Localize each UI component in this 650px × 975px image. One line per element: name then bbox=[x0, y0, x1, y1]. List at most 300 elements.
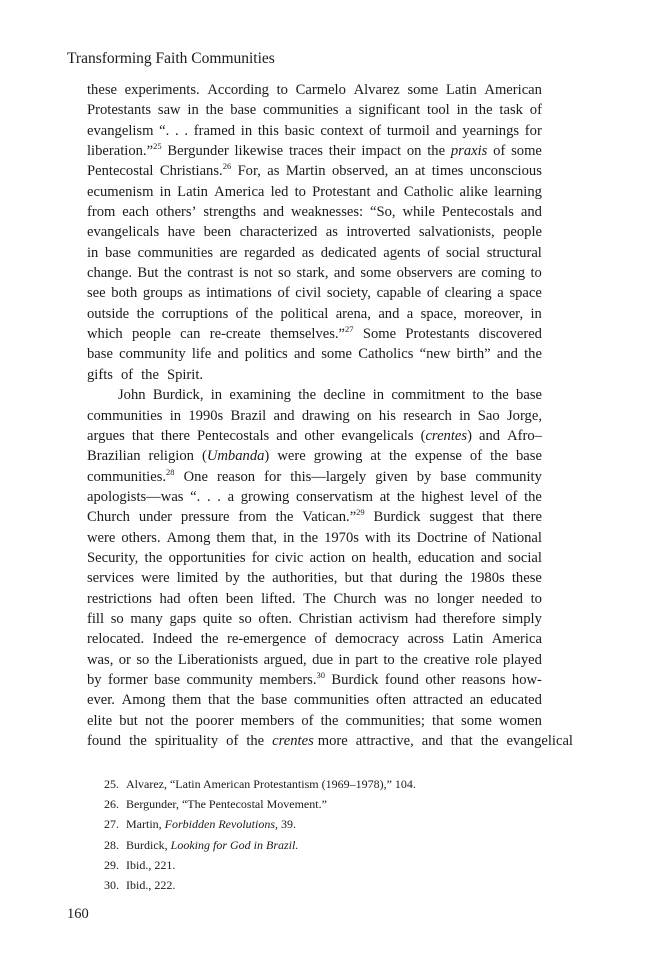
word: salvationists, bbox=[418, 224, 495, 241]
word: the bbox=[320, 712, 339, 729]
text-run: Ibid., 221. bbox=[126, 857, 176, 872]
word: of bbox=[314, 631, 327, 648]
word: to bbox=[530, 265, 542, 282]
word: which bbox=[87, 326, 123, 343]
word: the bbox=[141, 366, 159, 383]
word: community bbox=[475, 468, 542, 485]
word: part bbox=[355, 651, 378, 668]
word: “. bbox=[190, 488, 201, 505]
word: observers bbox=[396, 265, 453, 282]
word: fill bbox=[87, 610, 105, 627]
word: Martin bbox=[285, 163, 326, 180]
footnote bbox=[104, 774, 416, 794]
word: Jorge, bbox=[506, 407, 542, 424]
word: reason bbox=[217, 468, 256, 485]
word: contrast bbox=[187, 265, 234, 282]
word: from bbox=[87, 204, 116, 221]
word: so bbox=[238, 610, 252, 627]
text-line bbox=[87, 467, 542, 487]
text-line bbox=[87, 731, 573, 751]
word: capable bbox=[376, 285, 422, 302]
word: this bbox=[257, 122, 279, 139]
word: by bbox=[416, 468, 432, 485]
word: weaknesses: bbox=[290, 204, 364, 221]
word: base bbox=[515, 448, 542, 465]
word: groups bbox=[142, 285, 183, 302]
word: that, bbox=[251, 529, 278, 546]
word: from bbox=[238, 509, 267, 526]
text-line bbox=[87, 568, 542, 588]
word: others’ bbox=[155, 204, 197, 221]
word: in bbox=[187, 102, 199, 119]
word: civic bbox=[275, 549, 304, 566]
word: the bbox=[129, 733, 147, 749]
word: communities bbox=[263, 102, 339, 119]
word: both bbox=[111, 285, 138, 302]
word: the bbox=[136, 305, 155, 322]
word: Christian bbox=[298, 610, 353, 627]
word: so bbox=[278, 265, 292, 282]
word: at bbox=[414, 163, 426, 180]
footnotes bbox=[104, 774, 416, 895]
word: how- bbox=[511, 671, 542, 688]
footnote bbox=[104, 814, 416, 834]
word: that bbox=[482, 509, 504, 526]
body-text bbox=[87, 80, 573, 751]
word: evangelism bbox=[87, 122, 154, 139]
word: Church bbox=[333, 590, 377, 607]
word: likewise bbox=[234, 143, 284, 160]
word: Catholics bbox=[358, 346, 414, 363]
word: the bbox=[388, 448, 407, 465]
word: highest bbox=[421, 488, 464, 505]
text-line bbox=[87, 222, 542, 242]
text-line bbox=[87, 365, 542, 385]
text-line bbox=[87, 202, 542, 222]
word: no bbox=[414, 590, 430, 607]
footnote-number: 30. bbox=[104, 877, 119, 892]
text-line bbox=[87, 80, 542, 100]
word: of bbox=[505, 488, 518, 505]
word: praxis bbox=[450, 143, 488, 160]
word: that bbox=[131, 427, 154, 444]
word: examining bbox=[229, 387, 291, 404]
text-line bbox=[87, 487, 542, 507]
word: According bbox=[207, 82, 269, 98]
word: played bbox=[503, 651, 542, 668]
word: the bbox=[427, 143, 446, 160]
word: society, bbox=[326, 285, 371, 302]
word: moreover, bbox=[464, 305, 524, 322]
word: the bbox=[524, 346, 542, 363]
word: Christians.$^{26}$ bbox=[159, 161, 232, 180]
footnote bbox=[104, 855, 416, 875]
word: on bbox=[357, 407, 372, 424]
word: the bbox=[170, 712, 189, 729]
text-line bbox=[87, 304, 542, 324]
word: the bbox=[275, 509, 294, 526]
word: Pentecostal bbox=[87, 163, 154, 180]
word: under bbox=[138, 509, 173, 526]
word: Protestant bbox=[312, 183, 371, 200]
word: of bbox=[473, 529, 486, 546]
running-head: Transforming Faith Communities bbox=[67, 50, 275, 67]
word: there bbox=[512, 509, 542, 526]
word: “. bbox=[159, 122, 170, 139]
word: of bbox=[369, 122, 382, 139]
text-line bbox=[87, 406, 542, 426]
word: the bbox=[300, 529, 319, 546]
word: regarded bbox=[244, 244, 296, 261]
word: re-create bbox=[209, 326, 261, 343]
word: as bbox=[301, 244, 315, 261]
word: and bbox=[435, 122, 457, 139]
word: Liberationists bbox=[177, 651, 259, 668]
word: see bbox=[87, 285, 106, 302]
word: Burdick bbox=[331, 671, 379, 688]
word: health, bbox=[372, 549, 412, 566]
word: Catholic bbox=[403, 183, 454, 200]
word: services bbox=[87, 570, 135, 587]
word: some bbox=[407, 82, 439, 98]
word: that bbox=[370, 570, 393, 587]
word: of bbox=[493, 143, 506, 160]
word: agents bbox=[383, 244, 421, 261]
word: political bbox=[280, 305, 329, 322]
word: Pentecostals bbox=[441, 204, 514, 221]
word: 1980s bbox=[469, 570, 505, 587]
word: and bbox=[273, 407, 295, 424]
word: significant bbox=[358, 102, 421, 119]
word: to bbox=[472, 387, 484, 404]
word: at bbox=[370, 448, 381, 465]
word: them bbox=[216, 529, 246, 546]
word: social bbox=[446, 244, 481, 261]
word: observed, bbox=[331, 163, 389, 180]
word: former bbox=[108, 671, 148, 688]
footnote bbox=[104, 875, 416, 895]
word: longer bbox=[436, 590, 474, 607]
word: were bbox=[141, 570, 170, 587]
word: found bbox=[384, 671, 419, 688]
footnote-number: 27. bbox=[104, 817, 119, 832]
word: the bbox=[205, 102, 224, 119]
word: 1990s bbox=[188, 407, 224, 424]
word: research bbox=[403, 407, 452, 424]
word: are bbox=[458, 265, 476, 282]
word: tool bbox=[427, 102, 450, 119]
word: some bbox=[321, 346, 353, 363]
word: the bbox=[163, 265, 182, 282]
word: them bbox=[172, 692, 202, 709]
word: evangelicals bbox=[341, 427, 414, 444]
word: some bbox=[360, 265, 392, 282]
word: context bbox=[320, 122, 364, 139]
word: creative bbox=[423, 651, 470, 668]
word: had bbox=[159, 590, 181, 607]
text-line bbox=[87, 609, 542, 629]
text-line bbox=[87, 263, 542, 283]
word: base bbox=[87, 346, 113, 363]
word: (crentes) bbox=[420, 427, 472, 444]
word: characterized bbox=[239, 224, 318, 241]
word: of bbox=[277, 285, 290, 302]
word: community bbox=[119, 346, 186, 363]
word: community bbox=[186, 671, 253, 688]
word: But bbox=[137, 265, 159, 282]
word: needed bbox=[481, 590, 523, 607]
word: base bbox=[516, 387, 542, 404]
word: “new bbox=[419, 346, 451, 363]
word: ever. bbox=[87, 692, 115, 709]
word: of bbox=[120, 366, 134, 383]
word: some bbox=[461, 712, 492, 729]
word: people bbox=[131, 326, 171, 343]
word: Latin bbox=[177, 183, 208, 200]
word: a bbox=[227, 488, 235, 505]
word: the bbox=[246, 733, 265, 749]
word: intimations bbox=[206, 285, 272, 302]
word: that bbox=[208, 692, 230, 709]
text-line bbox=[87, 528, 542, 548]
word: and bbox=[276, 427, 298, 444]
word: gifts bbox=[87, 366, 113, 383]
word: change. bbox=[87, 265, 132, 282]
word: members bbox=[240, 712, 295, 729]
word: for bbox=[264, 468, 282, 485]
word: Bergunder bbox=[167, 143, 229, 160]
text-line bbox=[87, 589, 542, 609]
word: often bbox=[188, 590, 219, 607]
text-line bbox=[87, 324, 542, 344]
word: a bbox=[497, 285, 504, 302]
word: Afro– bbox=[507, 427, 542, 444]
word: simply bbox=[502, 610, 542, 627]
word: Church bbox=[87, 509, 130, 526]
word: space, bbox=[420, 305, 457, 322]
word: each bbox=[122, 204, 150, 221]
word: an bbox=[469, 692, 484, 709]
word: as bbox=[188, 285, 201, 302]
text-line bbox=[87, 100, 542, 120]
word: learning bbox=[494, 183, 542, 200]
word: suggest bbox=[429, 509, 474, 526]
word: conservatism bbox=[296, 488, 374, 505]
word: more bbox=[317, 733, 348, 749]
text-run: Alvarez, “Latin American Protestantism (1969–1978),” 104. bbox=[126, 777, 416, 791]
word: Sao bbox=[477, 407, 500, 424]
italic-text: Looking for God in Brazil. bbox=[170, 837, 299, 852]
word: and bbox=[421, 733, 443, 749]
word: educated bbox=[490, 692, 542, 709]
word: due bbox=[312, 651, 334, 668]
word: commitment bbox=[391, 387, 466, 404]
word: in bbox=[159, 183, 171, 200]
word: . bbox=[217, 488, 221, 505]
word: base bbox=[440, 468, 467, 485]
word: role bbox=[474, 651, 498, 668]
word: apologists—was bbox=[87, 488, 184, 505]
word: in bbox=[459, 407, 471, 424]
word: an bbox=[394, 163, 409, 180]
word: Alvarez bbox=[353, 82, 400, 98]
word: as bbox=[325, 224, 338, 241]
text-run: Ibid., 222. bbox=[126, 877, 176, 892]
word: his bbox=[378, 407, 396, 424]
text-line bbox=[87, 548, 542, 568]
word: Latin bbox=[452, 631, 484, 648]
word: communities bbox=[87, 407, 163, 424]
word: attractive, bbox=[355, 733, 414, 749]
word: Indeed bbox=[152, 631, 193, 648]
word: and bbox=[333, 265, 355, 282]
word: Doctrine bbox=[416, 529, 468, 546]
word: 1970s bbox=[324, 529, 359, 546]
word: for bbox=[251, 549, 269, 566]
word: a bbox=[406, 305, 414, 322]
word: task bbox=[499, 102, 523, 119]
word: in bbox=[338, 651, 350, 668]
word: as bbox=[267, 163, 280, 180]
text-line bbox=[87, 141, 542, 161]
word: Among bbox=[121, 692, 166, 709]
word: quite bbox=[202, 610, 233, 627]
word: lifted. bbox=[261, 590, 296, 607]
word: during bbox=[399, 570, 438, 587]
word: Some bbox=[362, 326, 397, 343]
word: and bbox=[480, 549, 502, 566]
footnote-number: 28. bbox=[104, 837, 119, 852]
word: American bbox=[484, 82, 542, 98]
word: traces bbox=[288, 143, 323, 160]
word: the bbox=[255, 305, 274, 322]
word: Carmelo bbox=[295, 82, 346, 98]
word: this—largely bbox=[290, 468, 367, 485]
word: found bbox=[87, 733, 122, 749]
word: authorities, bbox=[272, 570, 338, 587]
word: and bbox=[262, 204, 285, 221]
word: of bbox=[529, 102, 542, 119]
word: of bbox=[226, 733, 239, 749]
word: religion bbox=[148, 448, 194, 465]
word: reasons bbox=[461, 671, 506, 688]
word: but bbox=[119, 712, 138, 729]
word: politics bbox=[244, 346, 288, 363]
word: base bbox=[154, 671, 181, 688]
text-line bbox=[87, 629, 542, 649]
word: The bbox=[303, 590, 326, 607]
word: are bbox=[219, 244, 238, 261]
word: the bbox=[490, 448, 508, 465]
word: corruptions bbox=[161, 305, 229, 322]
text-line bbox=[87, 121, 542, 141]
word: its bbox=[396, 529, 411, 546]
word: action bbox=[309, 549, 346, 566]
word: National bbox=[491, 529, 542, 546]
word: stark, bbox=[296, 265, 329, 282]
word: spirituality bbox=[154, 733, 219, 749]
word: of bbox=[301, 712, 314, 729]
word: birth” bbox=[456, 346, 491, 363]
word: yearnings bbox=[462, 122, 520, 139]
word: democracy bbox=[335, 631, 400, 648]
word: Vatican.”$^{29}$ bbox=[302, 507, 365, 526]
word: America bbox=[214, 183, 265, 200]
word: other bbox=[425, 671, 456, 688]
word: but bbox=[344, 570, 364, 587]
word: the bbox=[474, 102, 493, 119]
word: opportunities bbox=[168, 549, 246, 566]
word: Protestants bbox=[87, 102, 152, 119]
word: One bbox=[183, 468, 208, 485]
word: of bbox=[427, 244, 440, 261]
word: to bbox=[530, 590, 542, 607]
word: there bbox=[160, 427, 190, 444]
word: civil bbox=[295, 285, 322, 302]
word: decline bbox=[323, 387, 366, 404]
word: strengths bbox=[203, 204, 257, 221]
word: were bbox=[87, 529, 116, 546]
text-line bbox=[87, 507, 542, 527]
word: and bbox=[496, 346, 518, 363]
word: re-emergence bbox=[226, 631, 307, 648]
word: the bbox=[444, 570, 463, 587]
word: Latin bbox=[445, 82, 477, 98]
word: the bbox=[490, 387, 509, 404]
word: while bbox=[402, 204, 435, 221]
word: evangelicals bbox=[87, 224, 160, 241]
word: liberation.”$^{25}$ bbox=[87, 141, 162, 160]
word: not bbox=[253, 265, 273, 282]
word: arena, bbox=[335, 305, 371, 322]
word: was, bbox=[87, 651, 114, 668]
footnote bbox=[104, 794, 416, 814]
word: these bbox=[511, 570, 542, 587]
word: growing bbox=[313, 448, 363, 465]
word: clearing bbox=[444, 285, 492, 302]
word: the bbox=[236, 692, 255, 709]
footnote bbox=[104, 835, 416, 855]
word: Security, bbox=[87, 549, 139, 566]
word: (Umbanda) bbox=[201, 448, 270, 465]
word: were bbox=[277, 448, 306, 465]
word: the bbox=[144, 549, 163, 566]
word: in bbox=[240, 122, 253, 139]
word: ecumenism bbox=[87, 183, 154, 200]
footnote-number: 25. bbox=[104, 777, 119, 791]
word: the bbox=[247, 570, 265, 587]
word: discovered bbox=[478, 326, 542, 343]
word: in bbox=[282, 529, 295, 546]
word: space bbox=[509, 285, 542, 302]
text-line bbox=[87, 690, 542, 710]
footnote-number: 29. bbox=[104, 857, 119, 872]
word: by bbox=[87, 671, 102, 688]
word: have bbox=[167, 224, 196, 241]
word: saw bbox=[157, 102, 181, 119]
word: the bbox=[154, 651, 173, 668]
word: Brazil bbox=[230, 407, 267, 424]
text-line bbox=[87, 283, 542, 303]
word: activism bbox=[358, 610, 409, 627]
word: impact bbox=[361, 143, 402, 160]
word: Brazilian bbox=[87, 448, 141, 465]
word: base bbox=[261, 692, 288, 709]
word: communities.$^{28}$ bbox=[87, 466, 175, 485]
word: so bbox=[136, 651, 150, 668]
text-run: Burdick, bbox=[126, 837, 171, 852]
word: education bbox=[417, 549, 475, 566]
